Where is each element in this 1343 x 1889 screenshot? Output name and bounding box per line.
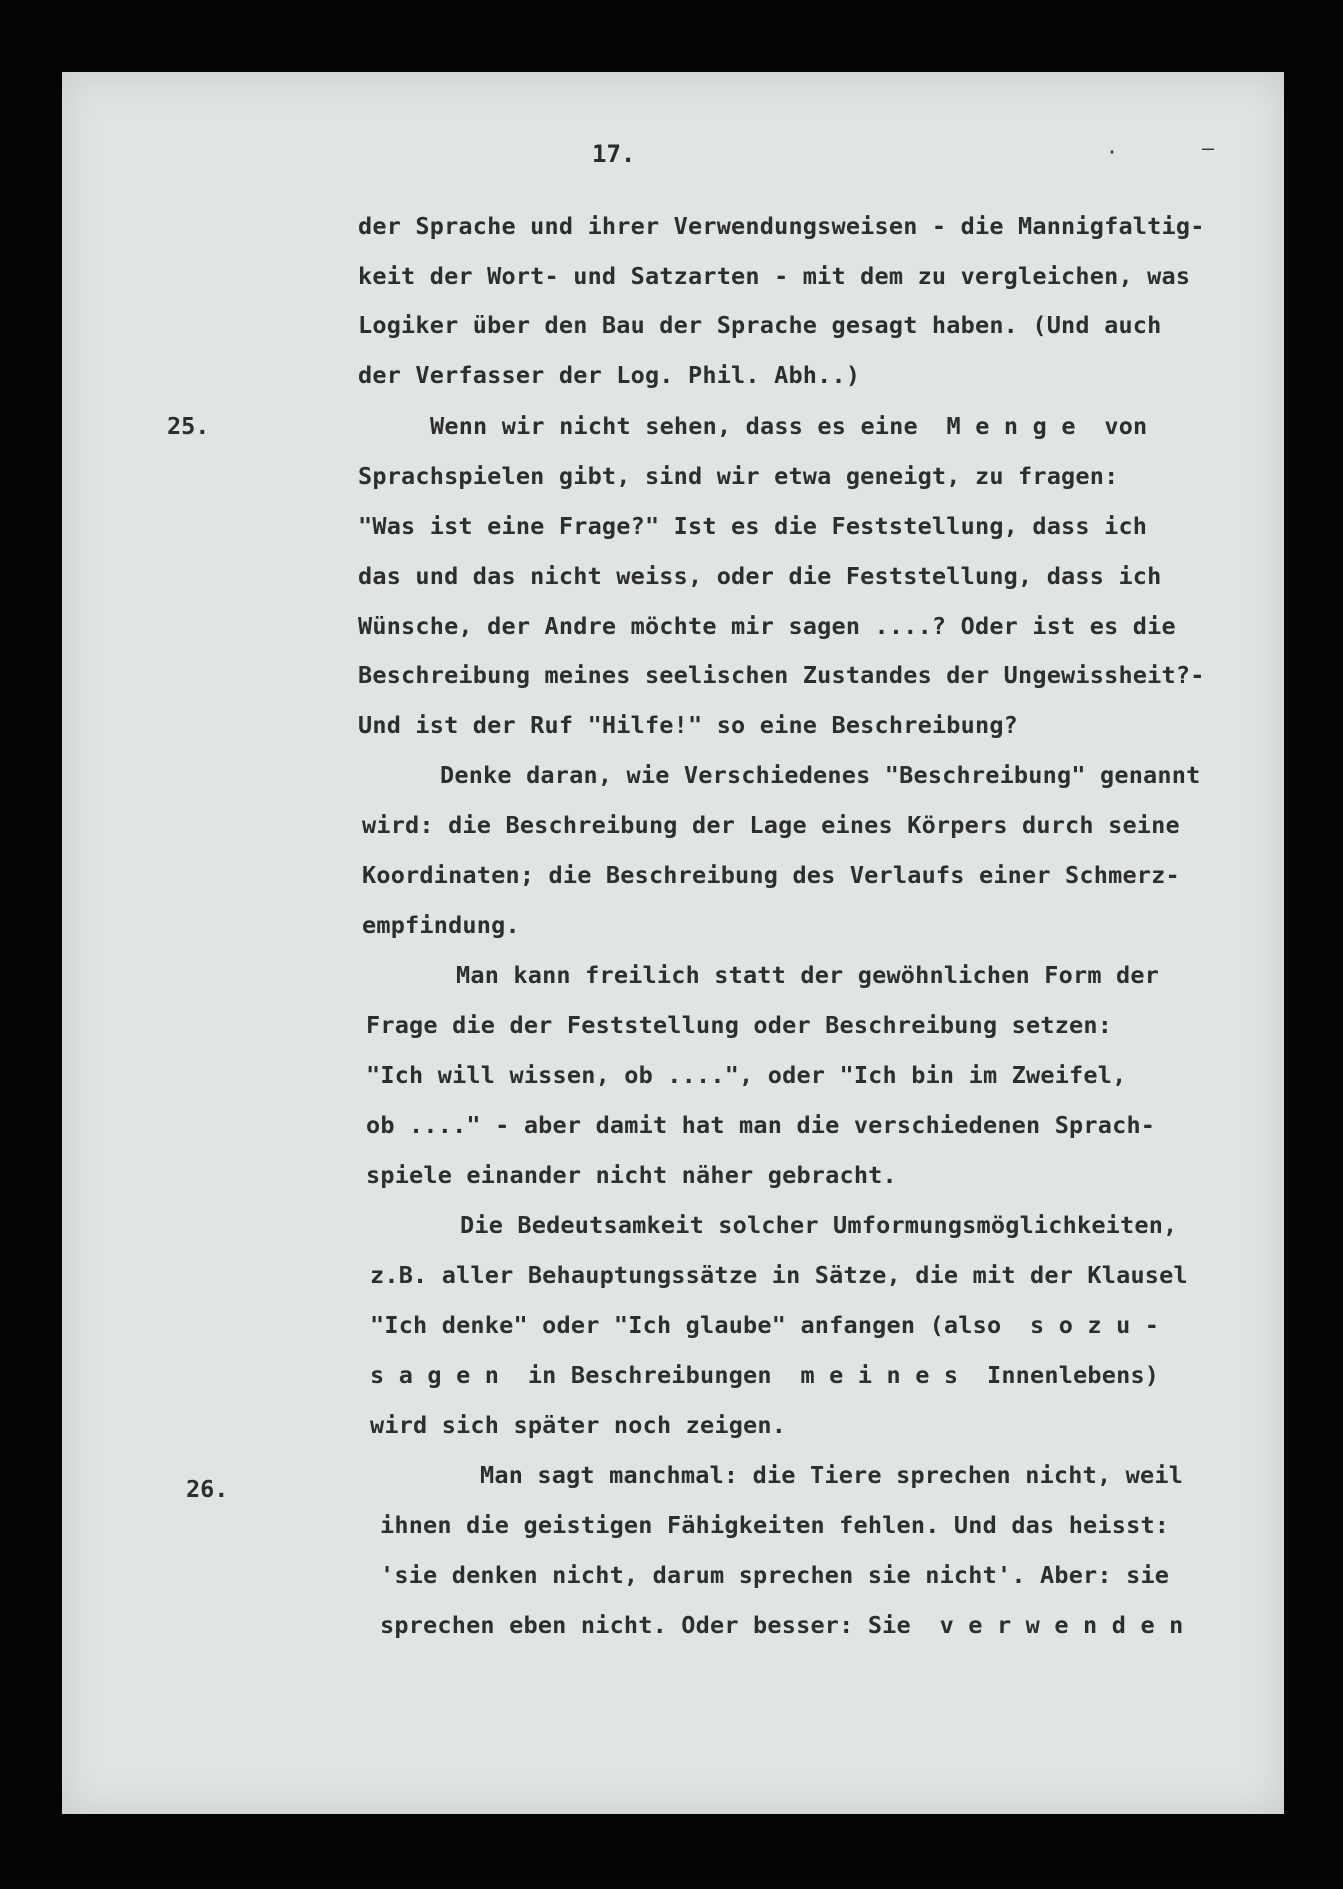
text-line: Logiker über den Bau der Sprache gesagt haben. (Und auch	[358, 311, 1162, 339]
text-line: Beschreibung meines seelischen Zustandes der Ungewissheit?-	[358, 661, 1205, 689]
text-line: z.B. aller Behauptungssätze in Sätze, die mit der Klausel	[370, 1261, 1188, 1289]
section-number-26: 26.	[186, 1475, 229, 1503]
text-line: keit der Wort- und Satzarten - mit dem zu vergleichen, was	[358, 262, 1191, 290]
pencil-mark: ·	[1106, 140, 1119, 164]
text-line: ihnen die geistigen Fähigkeiten fehlen. Und das heisst:	[380, 1511, 1170, 1539]
text-line: Man kann freilich statt der gewöhnlichen Form der	[456, 961, 1160, 989]
text-line: der Sprache und ihrer Verwendungsweisen - die Mannigfaltig-	[358, 212, 1205, 240]
text-line: Sprachspielen gibt, sind wir etwa geneigt, zu fragen:	[358, 462, 1119, 490]
text-line: empfindung.	[362, 911, 520, 939]
text-line: Man sagt manchmal: die Tiere sprechen nicht, weil	[480, 1461, 1184, 1489]
text-line: "Was ist eine Frage?" Ist es die Feststellung, dass ich	[358, 512, 1148, 540]
text-line: Und ist der Ruf "Hilfe!" so eine Beschreibung?	[358, 711, 1019, 739]
pencil-mark-2: –	[1202, 136, 1215, 160]
text-line: Koordinaten; die Beschreibung des Verlaufs einer Schmerz-	[362, 861, 1180, 889]
text-line: Frage die der Feststellung oder Beschreibung setzen:	[366, 1011, 1113, 1039]
page-number: 17.	[592, 140, 636, 168]
text-line: spiele einander nicht näher gebracht.	[366, 1161, 897, 1189]
section-number-25: 25.	[167, 412, 210, 440]
text-line: Wünsche, der Andre möchte mir sagen ....? Oder ist es die	[358, 612, 1176, 640]
text-line: s a g e n in Beschreibungen m e i n e s Innenlebens)	[370, 1361, 1160, 1389]
text-line: der Verfasser der Log. Phil. Abh..)	[358, 361, 861, 389]
text-line: "Ich will wissen, ob ....", oder "Ich bin im Zweifel,	[366, 1061, 1127, 1089]
text-line: Wenn wir nicht sehen, dass es eine M e n g e von	[430, 412, 1148, 440]
text-line: 'sie denken nicht, darum sprechen sie nicht'. Aber: sie	[380, 1561, 1170, 1589]
text-line: ob ...." - aber damit hat man die verschiedenen Sprach-	[366, 1111, 1156, 1139]
text-line: "Ich denke" oder "Ich glaube" anfangen (also s o z u -	[370, 1311, 1160, 1339]
text-line: das und das nicht weiss, oder die Feststellung, dass ich	[358, 562, 1162, 590]
text-line: Denke daran, wie Verschiedenes "Beschreibung" genannt	[440, 761, 1201, 789]
text-line: Die Bedeutsamkeit solcher Umformungsmöglichkeiten,	[460, 1211, 1178, 1239]
text-line: wird: die Beschreibung der Lage eines Körpers durch seine	[362, 811, 1180, 839]
text-line: sprechen eben nicht. Oder besser: Sie v e r w e n d e n	[380, 1611, 1184, 1639]
text-line: wird sich später noch zeigen.	[370, 1411, 787, 1439]
